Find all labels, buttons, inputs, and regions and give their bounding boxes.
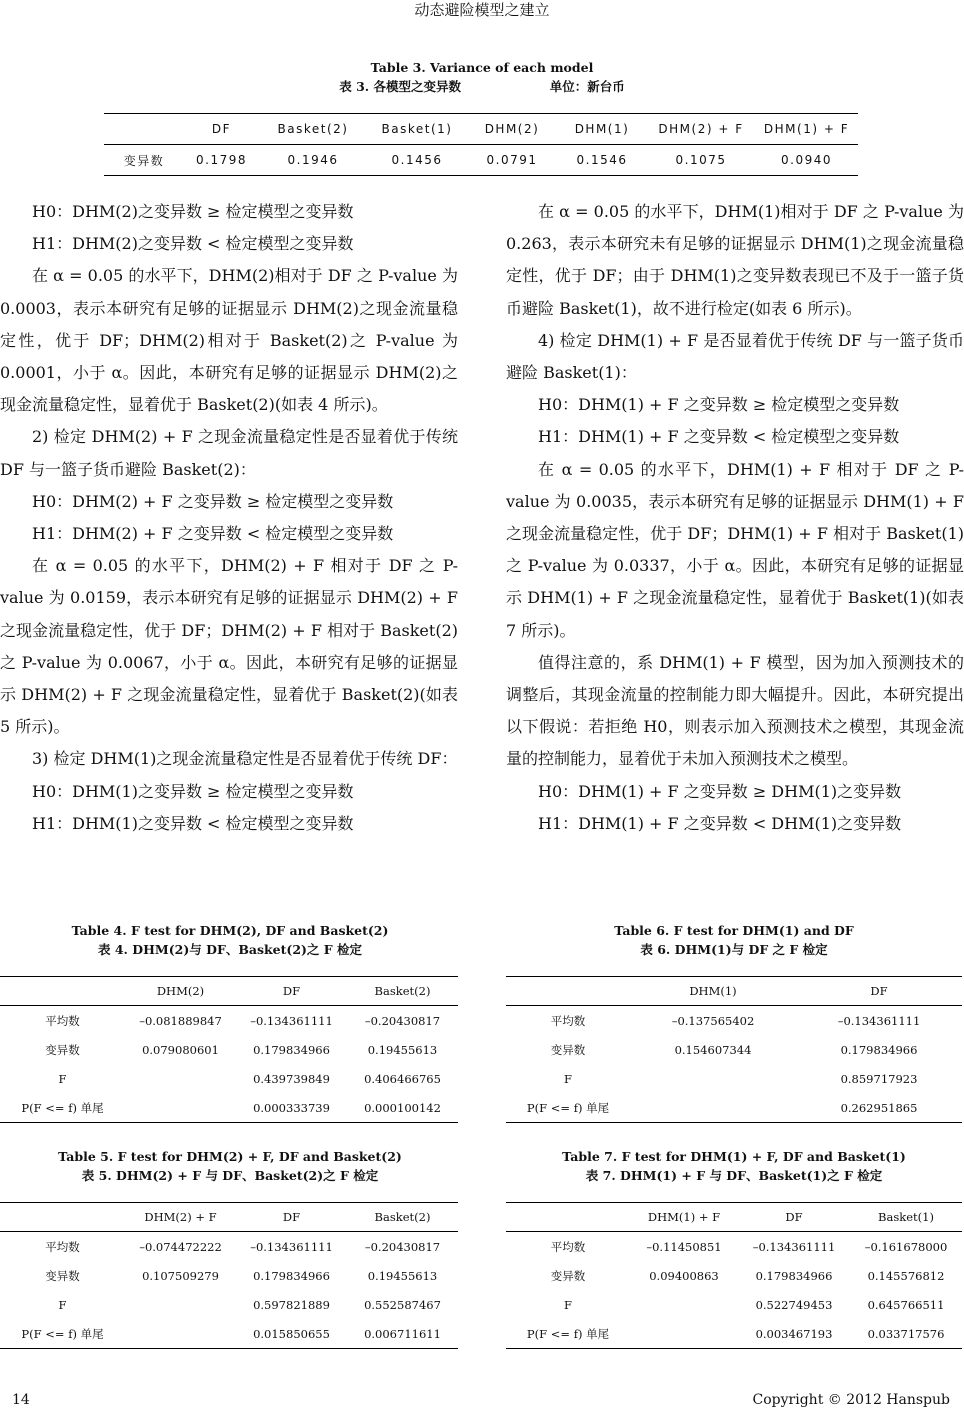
paragraph: H1：DHM(2) + F 之变异数 < 检定模型之变异数 [32,524,394,544]
table3 [104,113,858,176]
table7-cell: 0.003467193 [738,1319,850,1349]
table5-cell: 0.179834966 [253,1268,330,1283]
table7-cell: –0.134361111 [752,1239,836,1254]
table7-row [506,1232,962,1262]
table4-caption-zh: 表 4. DHM(2)与 DF、Basket(2)之 F 检定 [97,942,363,957]
table4-row [0,1035,458,1064]
table6-cell: 0.179834966 [840,1042,918,1057]
table7-header-cell: Basket(1) [850,1203,962,1232]
paragraph: H0：DHM(2) + F 之变异数 ≥ 检定模型之变异数 [32,491,394,511]
paragraph: 值得注意的，系 DHM(1) + F 模型，因为加入预测技术的调整后，其现金流量的控制能力即大幅提升。因此，本研究提出以下假说：若拒绝 H0，则表示加入预测技术之模型，其现金流量的控制能力，显着优于未加入预测技术之模型。 [506,652,964,769]
table3-unit: 单位：新台币 [549,79,625,94]
table3-header-cell: DHM(2) + F [647,114,755,145]
table5-row [0,1290,458,1319]
table4-cell: –0.20430817 [364,1013,441,1028]
table5-cell: –0.074472222 [139,1239,222,1254]
table5-cell: 0.006711611 [347,1319,458,1349]
table7-row [506,1319,962,1349]
table6-cell: P(F <= f) 单尾 [506,1093,630,1123]
table7-cell [630,1319,738,1349]
paragraph: 4) 检定 DHM(1) + F 是否显着优于传统 DF 与一篮子货币避险 Basket(1)： [506,330,964,383]
table6-cell: F [564,1071,572,1086]
table7-caption-en: Table 7. F test for DHM(1) + F, DF and Basket(1) [562,1149,906,1164]
copyright-notice: Copyright © 2012 Hanspub [752,1392,950,1408]
table3-header-cell: Basket(1) [367,114,467,145]
paragraph: H0：DHM(1)之变异数 ≥ 检定模型之变异数 [32,781,354,801]
table3-header-cell: DHM(2) [467,114,557,145]
paragraph: H0：DHM(1) + F 之变异数 ≥ DHM(1)之变异数 [538,781,902,801]
table7-header-cell: DF [738,1203,850,1232]
page-number: 14 [12,1392,30,1408]
table5 [0,1202,458,1349]
table4-header-cell: DHM(2) [125,977,236,1006]
running-header: 动态避险模型之建立 [414,1,550,19]
table7-cell: 0.033717576 [850,1319,962,1349]
table5-cell: 0.597821889 [253,1297,330,1312]
paragraph: H1：DHM(1) + F 之变异数 < DHM(1)之变异数 [538,813,902,833]
table4-cell: –0.134361111 [250,1013,333,1028]
table4-cell: P(F <= f) 单尾 [0,1093,125,1123]
table3-header-cell: Basket(2) [259,114,367,145]
table5-cell [125,1319,236,1349]
table4-cell: 0.439739849 [253,1071,330,1086]
table6-header-cell: DF [796,977,962,1006]
table6-cell: 0.154607344 [674,1042,752,1057]
table5-cell: P(F <= f) 单尾 [0,1319,125,1349]
table7-cell [630,1290,738,1319]
table4-cell: 0.079080601 [142,1042,219,1057]
table5-header-cell [0,1203,125,1232]
table7-cell: P(F <= f) 单尾 [506,1319,630,1349]
table5-cell: 0.552587467 [364,1297,441,1312]
table7-cell: 0.522749453 [755,1297,833,1312]
table7-caption-zh: 表 7. DHM(1) + F 与 DF、Basket(1)之 F 检定 [585,1168,883,1183]
paragraph: H1：DHM(1) + F 之变异数 < 检定模型之变异数 [538,427,900,447]
table5-cell [125,1290,236,1319]
table7-row [506,1261,962,1290]
table4-row [0,1006,458,1036]
table6 [506,976,962,1123]
table3-header-cell [104,114,184,145]
left-text-column [0,196,458,840]
table6-cell: 0.859717923 [840,1071,918,1086]
table4-cell: 0.19455613 [367,1042,438,1057]
paragraph: 2) 检定 DHM(2) + F 之现金流量稳定性是否显着优于传统 DF 与一篮子货币避险 Basket(2)： [0,427,458,479]
right-text-column [506,196,964,840]
table4-header-cell: Basket(2) [347,977,458,1006]
table6-cell: 平均数 [550,1013,586,1028]
table6-caption-en: Table 6. F test for DHM(1) and DF [614,923,854,938]
paragraph: 在 α = 0.05 的水平下，DHM(1) + F 相对于 DF 之 P-value 为 0.0035，表示本研究有足够的证据显示 DHM(1) + F 之现金流量稳定性，优于 DF；DHM(1) + F 相对于 Basket(1)之 P-value 为 0.0337，小于 α。因此，本研究有足够的证据显示 DHM(1) + F 之现金流量稳定性，显着优于 Basket(1)(如表 7 所示)。 [506,459,964,640]
table4-header-cell: DF [236,977,347,1006]
table5-header-row [0,1203,458,1232]
table3-header-cell: DHM(1) + F [755,114,858,145]
paragraph: 3) 检定 DHM(1)之现金流量稳定性是否显着优于传统 DF： [32,749,458,769]
table5-header-cell: DF [236,1203,347,1232]
paragraph: H1：DHM(2)之变异数 < 检定模型之变异数 [32,234,354,254]
table4-cell: 0.000333739 [236,1093,347,1123]
table5-cell: 平均数 [45,1239,80,1254]
table6-cell [630,1064,796,1093]
table7-header-row [506,1203,962,1232]
paragraph: 在 α = 0.05 的水平下，DHM(2) + F 相对于 DF 之 P-value 为 0.0159，表示本研究有足够的证据显示 DHM(2) + F 之现金流量稳定性，优于 DF；DHM(2) + F 相对于 Basket(2)之 P-value 为 0.0067，小于 α。因此，本研究有足够的证据显示 DHM(2) + F 之现金流量稳定性，显着优于 Basket(2)(如表 5 所示)。 [0,556,458,737]
table7-cell: 0.179834966 [755,1268,833,1283]
table5-cell: 0.19455613 [367,1268,438,1283]
table4-row [0,1064,458,1093]
table5-header-cell: DHM(2) + F [125,1203,236,1232]
paragraph: 在 α = 0.05 的水平下，DHM(2)相对于 DF 之 P-value 为 0.0003，表示本研究有足够的证据显示 DHM(2)之现金流量稳定性，优于 DF；DHM(2)相对于 Basket(2)之 P-value 为 0.0001，小于 α。因此，本研究有足够的证据显示 DHM(2)之现金流量稳定性，显着优于 Basket(2)(如表 4 所示)。 [0,266,458,415]
table3-caption-en: Table 3. Variance of each model [370,60,594,75]
table4-cell: 平均数 [45,1013,80,1028]
table7-cell: 0.145576812 [867,1268,945,1283]
table7-cell: 平均数 [550,1239,586,1254]
table5-cell: –0.20430817 [364,1239,441,1254]
table6-row [506,1064,962,1093]
table3-caption-zh-text: 表 3. 各模型之变异数 [339,79,462,94]
table5-cell: 0.015850655 [236,1319,347,1349]
table7-header-cell [506,1203,630,1232]
table6-row [506,1035,962,1064]
table5-caption-en: Table 5. F test for DHM(2) + F, DF and Basket(2) [58,1149,402,1164]
table6-cell [630,1093,796,1123]
table7-cell: –0.161678000 [864,1239,948,1254]
table4-cell [125,1093,236,1123]
table7-header-cell: DHM(1) + F [630,1203,738,1232]
paragraph: H1：DHM(1)之变异数 < 检定模型之变异数 [32,813,354,833]
table5-cell: –0.134361111 [250,1239,333,1254]
table7-cell: –0.11450851 [646,1239,722,1254]
table6-header-cell [506,977,630,1006]
paragraph: H0：DHM(1) + F 之变异数 ≥ 检定模型之变异数 [538,395,900,415]
table7-cell: 变异数 [550,1268,586,1283]
table3-cell: 0.1075 [647,145,755,176]
table7-cell: 0.645766511 [867,1297,945,1312]
table3-caption-zh [0,78,964,95]
table5-cell: 0.107509279 [142,1268,219,1283]
paragraph: 在 α = 0.05 的水平下，DHM(1)相对于 DF 之 P-value 为 0.263，表示本研究未有足够的证据显示 DHM(1)之现金流量稳定性，优于 DF；由于 DHM(1)之变异数表现已不及于一篮子货币避险 Basket(1)，故不进行检定(如表 6 所示)。 [506,202,964,318]
table4-caption-en: Table 4. F test for DHM(2), DF and Basket(2) [71,923,389,938]
table6-cell: 变异数 [550,1042,586,1057]
table4-header-row [0,977,458,1006]
table3-row [104,145,858,176]
table4-cell: 0.179834966 [253,1042,330,1057]
table4 [0,976,458,1123]
table6-cell: –0.134361111 [837,1013,921,1028]
table5-row [0,1232,458,1262]
table5-cell: 变异数 [45,1268,80,1283]
paragraph: H0：DHM(2)之变异数 ≥ 检定模型之变异数 [32,202,354,221]
table3-cell: 变异数 [104,145,184,176]
table4-cell: 变异数 [45,1042,80,1057]
table3-cell: 0.1946 [259,145,367,176]
table5-header-cell: Basket(2) [347,1203,458,1232]
table3-header-row [104,114,858,145]
table6-row [506,1093,962,1123]
table6-cell: 0.262951865 [796,1093,962,1123]
table4-cell: –0.081889847 [139,1013,222,1028]
table7-cell: F [564,1297,572,1312]
table6-header-cell: DHM(1) [630,977,796,1006]
table5-row [0,1319,458,1349]
table6-row [506,1006,962,1036]
table5-row [0,1261,458,1290]
table3-cell: 0.0791 [467,145,557,176]
table6-header-row [506,977,962,1006]
table6-cell: –0.137565402 [671,1013,755,1028]
table3-header-cell: DF [184,114,259,145]
table3-cell: 0.1546 [557,145,647,176]
table5-cell: F [58,1297,67,1312]
table4-cell: 0.000100142 [347,1093,458,1123]
table4-header-cell [0,977,125,1006]
table4-cell [125,1064,236,1093]
table7 [506,1202,962,1349]
table3-cell: 0.1798 [184,145,259,176]
table4-cell: 0.406466765 [364,1071,441,1086]
table3-cell: 0.0940 [755,145,858,176]
table7-cell: 0.09400863 [649,1268,719,1283]
table7-row [506,1290,962,1319]
table4-cell: F [58,1071,67,1086]
table3-header-cell: DHM(1) [557,114,647,145]
table4-row [0,1093,458,1123]
table3-cell: 0.1456 [367,145,467,176]
table6-caption-zh: 表 6. DHM(1)与 DF 之 F 检定 [640,942,828,957]
table5-caption-zh: 表 5. DHM(2) + F 与 DF、Basket(2)之 F 检定 [81,1168,379,1183]
